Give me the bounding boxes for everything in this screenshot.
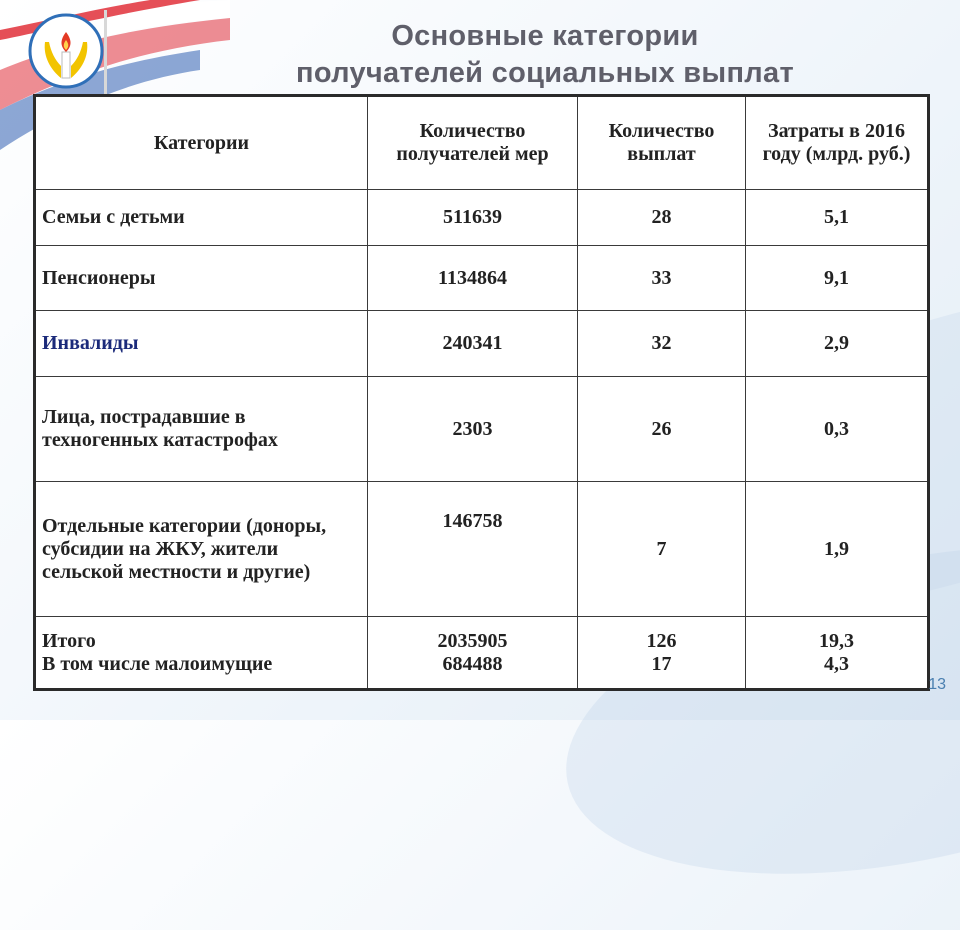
payments-cell: 33 xyxy=(578,246,746,311)
header-categories: Категории xyxy=(35,96,368,190)
low-income-costs: 4,3 xyxy=(824,652,849,675)
total-label: Итого xyxy=(42,629,96,652)
title-line-2: получателей социальных выплат xyxy=(296,57,794,89)
recipients-cell: 240341 xyxy=(368,311,578,377)
total-costs-cell xyxy=(746,617,929,690)
table-row xyxy=(35,190,929,246)
costs-cell: 0,3 xyxy=(746,377,929,482)
header-payments: Количество выплат xyxy=(578,96,746,190)
low-income-payments: 17 xyxy=(651,652,672,675)
header-costs: Затраты в 2016 году (млрд. руб.) xyxy=(746,96,929,190)
table-total-row xyxy=(35,617,929,690)
title-line-1: Основные категории xyxy=(391,20,699,52)
total-payments-cell xyxy=(578,617,746,690)
table-row xyxy=(35,377,929,482)
table-row xyxy=(35,311,929,377)
total-recipients: 2035905 xyxy=(437,629,508,652)
costs-cell: 5,1 xyxy=(746,190,929,246)
costs-cell: 1,9 xyxy=(746,482,929,617)
total-payments: 126 xyxy=(646,629,677,652)
category-cell: Лица, пострадавшие в техногенных катастрофах xyxy=(35,377,368,482)
recipients-cell: 2303 xyxy=(368,377,578,482)
page-title xyxy=(180,18,910,92)
costs-cell: 9,1 xyxy=(746,246,929,311)
low-income-recipients: 684488 xyxy=(442,652,503,675)
total-label-cell xyxy=(35,617,368,690)
table-header-row xyxy=(35,96,929,190)
category-cell: Инвалиды xyxy=(35,311,368,377)
emblem-hands-flame-icon xyxy=(27,12,105,90)
page-number: 13 xyxy=(928,676,946,693)
social-payments-table xyxy=(33,94,930,691)
table-row xyxy=(35,246,929,311)
category-cell: Отдельные категории (доноры, субсидии на ЖКУ, жители сельской местности и другие) xyxy=(35,482,368,617)
recipients-cell: 146758 xyxy=(368,482,578,617)
total-recipients-cell xyxy=(368,617,578,690)
table-row xyxy=(35,482,929,617)
header-recipients: Количество получателей мер xyxy=(368,96,578,190)
payments-cell: 32 xyxy=(578,311,746,377)
category-cell: Пенсионеры xyxy=(35,246,368,311)
payments-cell: 7 xyxy=(578,482,746,617)
total-costs: 19,3 xyxy=(819,629,854,652)
payments-cell: 26 xyxy=(578,377,746,482)
low-income-label: В том числе малоимущие xyxy=(42,652,273,675)
category-cell: Семьи с детьми xyxy=(35,190,368,246)
recipients-cell: 1134864 xyxy=(368,246,578,311)
costs-cell: 2,9 xyxy=(746,311,929,377)
payments-cell: 28 xyxy=(578,190,746,246)
recipients-cell: 511639 xyxy=(368,190,578,246)
